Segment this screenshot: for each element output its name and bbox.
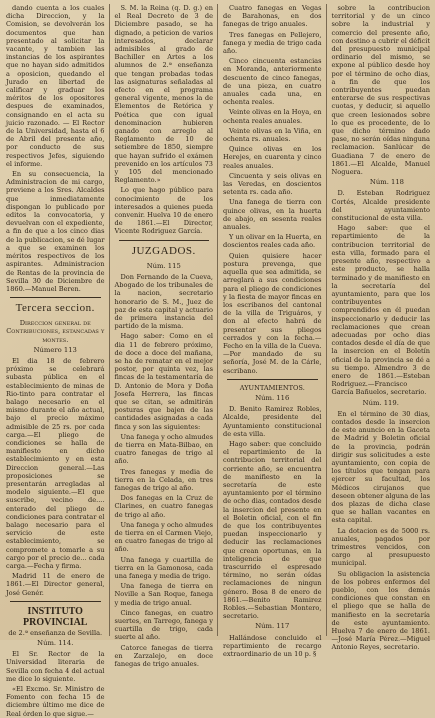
divider: [10, 601, 101, 602]
paragraph: Madrid 11 de enero de 1861.—El Director general, José Genér.: [6, 572, 105, 597]
paragraph: sobre la contribucion territorial y de un cinco sobre la industrial y comercio del presente año, con destino a cubrir el déficit del presupuesto municipal ordinario del mismo, se expone al público desde hoy por el término de ocho dias, a fin de que los contribuyentes puedan enterarse de sus respectivas cuotas, y deducir, si aquello que creen lesionados sobre lo que es procedente, de lo que dicho término dado pase, no serán oídas ninguna reclamacion. Sanlúcar de Guadiana 7 de enero de 1861.—El Alcalde, Manuel Noguera.: [331, 4, 430, 177]
notice-number: Núm. 114.: [37, 639, 74, 648]
paragraph: «El Excmo. Sr. Ministro de Fomento con fecha 15 de diciembre último me dice de Real órden lo que sigue.—: [6, 685, 105, 718]
notice-number: Número 113: [33, 345, 77, 354]
notice-number: Núm. 115: [146, 261, 181, 270]
paragraph: Cuatro fanegas en Vegas de Barahonas, en dos fanegas de trigo anuales.: [223, 4, 322, 29]
paragraph: Quince olivas en los Herejes, en cuarenta y cinco reales anuales.: [223, 145, 322, 170]
section-title: Tercera seccion.: [15, 302, 95, 315]
paragraph: Y un olivar en la Huerta, en doscientos reales cada año.: [223, 233, 322, 250]
paragraph: Una fanega y cuartilla de tierra en la Gamonosa, cada una fanega y media de trigo.: [114, 555, 213, 580]
column-3: [223, 4, 327, 659]
paragraph: Una fanega de tierra en Noville a San Roque, fanega y media de trigo anual.: [114, 582, 213, 607]
paragraph: Su obligacion la asistencia de los pobres enfermos del pueblo, con los demás condiciones que constan en el pliego que se halla de manifiesto en la secretaría de este ayuntamiento. Huelva 7 de enero de 1861.—José María Pérez.—Miguel Antonio Reyes, secretario.: [331, 569, 430, 652]
paragraph: Una fanega y ocho almudes de tierra en Mata-Bilbao, en cuatro fanegas de trigo al año.: [114, 432, 213, 466]
paragraph: Cinco cincuenta estancias en Moranda, anteriormente descuento de cinco fanegas, de una pieza, en cuatro anuales cada una, en ochenta reales.: [223, 57, 322, 107]
paragraph: dando cuenta a los cuales dicha Direccion, y la Comision, se devolverán los documentos que han presentado al solicitar la vacante, y tambien las instancias de los aspirantes que no hayan sido admitidos a oposicion, quedando el Jurado en libertad de calificar y graduar los méritos de los opositores despues de examinados, consignando en el acta su juicio razonado. — El Rector de la Universidad, hasta el 6 de Abril del presente año, por conducto de sus respectivos Jefes, siguiendo el informe.: [6, 4, 105, 168]
paragraph: Quien quisiere hacer postura prevenga, que aquella que sea admitida, se arreglará a sus condiciones para el pliego de condiciones y la fiesta de mayor fincas en los escribanos del cantonal de la villa de Triguáros, y don al efecto habrá de presentar sus pliegos cerrados y con la fecha.—Fecho en la villa de la Cueva.—Por mandado de su señoría, José M. de la Cárle, escribano.: [223, 251, 322, 375]
paragraph: Hago saber: Como en el dia 11 de febrero próximo, de doce a doce del mañana, se ha de rematar en el mejor postor, por quinta vez, las fincas de la testamentaría de D. Antonio de Mora y Doña Josefa Herrera, las fincas que se citan, se admitirán posturas que bajen de las cantidades asignadas a cada finca y son las siguientes:: [114, 332, 213, 431]
section-title: JUZGADOS.: [131, 244, 196, 257]
paragraph: Hallándose concluido el repartimiento de recargo extraordinario de un 10 p. §: [223, 633, 322, 659]
paragraph: Catorce fanegas de tierra en Zarzalejo, en doce fanegas de trigo anuales.: [114, 643, 213, 669]
paragraph: Don Fernando de la Cueva, Abogado de los tribunales de la nacion, secretario honorario de S. M., Juez de paz de esta capital y actuario de primera instancia del partido de la misma.: [114, 272, 213, 331]
paragraph: Hago saber: que el repartimiento de la contribucion territorial de esta villa, formado para el presente año, respectivo a este producto, se halla terminado y de manifiesto en la secretaría del ayuntamiento, para que los contribuyentes comprendidos en él puedan inspeccionarlo y deducir las reclamaciones que crean adecuadas por ocho dias contados desde el día de que la insercion en el Boletín oficial de la provincia se dé a su tiempo. Almendro 3 de enero de 1861.—Esteban Rodriguez.—Francisco García Bañuelos, secretario.: [331, 224, 430, 397]
institute-subtitle: de 2.ª enseñanza de Sevilla.: [8, 628, 103, 637]
notice-number: Núm. 116: [255, 393, 290, 402]
department-title: Direccion general de Contribuciones, estancadas y montes.: [6, 319, 105, 344]
paragraph: Cinco fanegas, en cuatro suertes, en Tarrego, fanega y cuartilla de trigo, cada suerte al año.: [114, 608, 213, 642]
paragraph: En su consecuencia, la Administracion de mi cargo, previene a los Sres. Alcaldes que inmediatamente dispongan lo publicado por editos la convocatoria, y devuelvan con el expediente, a fin de que a los cinco dias de la publicacion, se dé lugar a que se examinen los méritos respectivos de los aspirantes. Administracion de Rentas de la provincia de Sevilla 30 de Diciembre de 1860.—Manuel Beren.: [6, 170, 105, 293]
paragraph: Veinte olivas en la Viña, en ochenta rs. anuales.: [223, 126, 322, 144]
paragraph: Hago saber: que concluido el repartimiento de la contribucion territorial del corriente año, se encuentra de manifiesto en la secretaría de este ayuntamiento por el término de ocho dias, contados desde la insercion del presente en el Boletin oficial, con el fin de que los contribuyentes puedan inspeccionarlo y deducir las reclamaciones que crean oportunas, en la inteligencia de que trascurrido el espresado término, no serán oídas reclamaciones de ningun género. Bosa 8 de enero de 1861.—Benito Ramirez Robles.—Sebastian Montero, secretario.: [223, 439, 322, 621]
paragraph: El Sr. Rector de la Universidad literaria de Sevilla con fecha 4 del actual me dice lo siguiente.: [6, 650, 105, 683]
institute-title: INSTITUTO PROVINCIAL: [23, 605, 88, 628]
notice-number: Núm. 117: [255, 622, 290, 631]
paragraph: Veinte olivas en la Hoya, en ochenta reales anuales.: [223, 108, 322, 125]
paragraph: El dia 18 de febrero próximo se celebrará subasta pública en el establecimiento de minas de Rio-tinto para contratar el balago necesario en el mismo durante el año actual, bajo el precio máximo admisible de 25 rs. por cada carga.—El pliego de condiciones se halla de manifiesto en dicho establecimiento y en esta Direccion general.—Las proposiciones se presentarán arregladas al modelo siguiente.—El que suscribe, vecino de.... enterado del pliego de condiciones para contratar el balago necesario para el servicio de este establecimiento, se compromete a tomarle a su cargo por el precio de... cada carga.—Fecha y firma.: [6, 356, 105, 570]
divider: [10, 297, 101, 298]
paragraph: D. Esteban Rodriguez Cortés, Alcalde presidente del ayuntamiento constitucional de esta villa.: [331, 189, 430, 223]
paragraph: En el término de 30 dias, contados desde la insercion de este anuncio en la Gaceta de Madrid y Boletin oficial de la provincia, podrán dirigir sus solicitudes a este ayuntamiento, con copia de los títulos que tengan para ejercer su facultad, los Médicos cirujanos que deseen obtener alguna de las dos plazas de dicha clase que se hallan vacantes en esta capital.: [331, 409, 430, 525]
paragraph: La dotacion es de 5000 rs. anuales, pagados por trimestres vencidos, con cargo al presupuesto municipal.: [331, 526, 430, 568]
paragraph: Lo que hago público para conocimiento de los interesados a quienes pueda convenir. Huelva 10 de enero de 1861.—El Director, Vicente Rodriguez García.: [114, 186, 213, 236]
paragraph: Tres fanegas en Pellejero, fanega y media de trigo cada año.: [223, 30, 322, 56]
section-title: AYUNTAMIENTOS.: [239, 383, 305, 392]
paragraph: D. Benito Ramirez Robles, Alcalde, presidente del Ayuntamiento constitucional de esta villa.: [223, 405, 322, 438]
columns: [6, 4, 430, 718]
paragraph: Dos fanegas en la Cruz de Clarines, en cuatro fanegas de trigo al año.: [114, 494, 213, 519]
paragraph: S. M. la Reina (q. D. g.) en el Real Decreto de 3 de Diciembre pasado, se ha dignado, a peticion de varios interesados, declarar admisibles al grado de Bachiller en Artes a los alumnos de 2.ª enseñanza que tengan probadas todas las asignaturas señaladas al efecto en el programa general vigente, menos la de Elementos de Retórica y Poética que con igual denominacion hubieren ganado con arreglo al Reglamento de 10 de setiembre de 1850, siempre que hayan sufrido el exámen prevenido en los artículos 73 y 105 del mencionado Reglamento.»: [114, 4, 213, 185]
column-4: [331, 4, 431, 652]
column-1: [6, 4, 110, 718]
paragraph: Una fanega de tierra con quince olivas, en la huerta de abajo, en sesenta reales anuales.: [223, 198, 322, 232]
notice-number: Núm. 119.: [362, 398, 399, 407]
notice-number: Núm. 118: [369, 178, 404, 187]
column-2: [114, 4, 219, 669]
paragraph: Una fanega y ocho almudes de tierra en el Carmen Viejo, en cuatro fanegas de trigo al año.: [114, 520, 213, 554]
divider: [119, 240, 210, 241]
divider: [227, 379, 318, 380]
paragraph: Tres fanegas y media de tierra en la Celada, en tres fanegas de trigo al año.: [114, 467, 213, 492]
paragraph: Cincuenta y seis olivas en las Veredas, en doscientos setenta rs. cada año.: [223, 171, 322, 197]
